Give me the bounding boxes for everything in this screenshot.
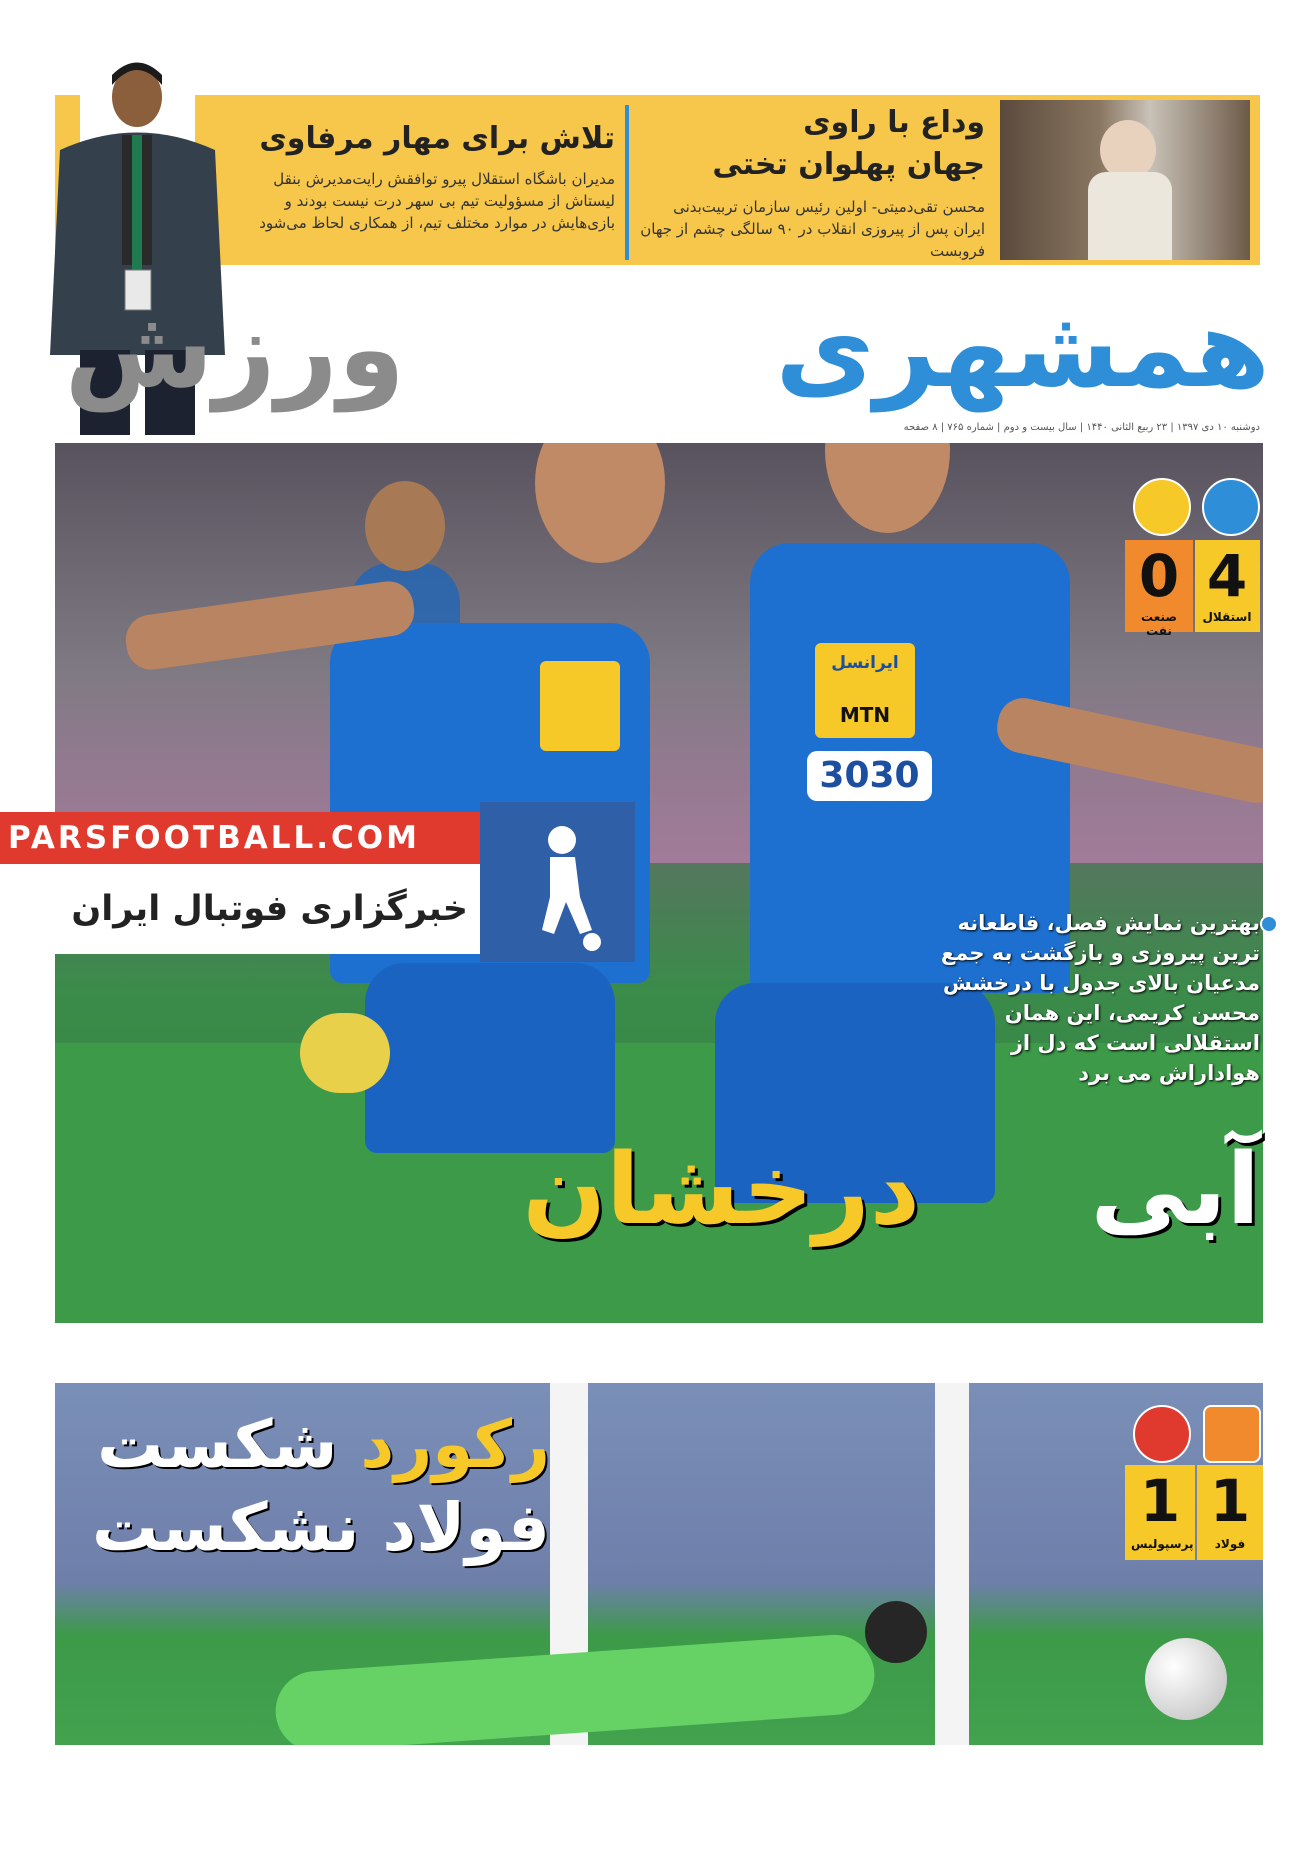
goalkeeper-head xyxy=(865,1601,927,1663)
player-left-shorts xyxy=(365,963,615,1153)
teaser-right-title-line2: جهان پهلوان تختی xyxy=(712,147,985,182)
watermark-agency-bar xyxy=(0,864,490,954)
home-team: استقلال xyxy=(1202,610,1252,624)
home-score: 4 xyxy=(1206,542,1248,610)
player-left-boot xyxy=(300,1013,390,1093)
second-home-score-box xyxy=(1197,1465,1263,1560)
second-away-score: 1 xyxy=(1139,1467,1181,1535)
second-home-score: 1 xyxy=(1209,1467,1251,1535)
esteghlal-logo-icon xyxy=(1202,478,1260,536)
jersey-number: 3030 xyxy=(807,751,932,801)
bullet-icon xyxy=(1260,915,1278,933)
jersey-sponsor-name: ایرانسل xyxy=(831,653,899,673)
main-headline-part2[interactable]: درخشان xyxy=(522,1133,920,1247)
goalpost-right xyxy=(935,1383,969,1745)
second-away-score-box xyxy=(1125,1465,1195,1560)
watermark-url-bar xyxy=(0,812,490,864)
foolad-logo-icon xyxy=(1203,1405,1261,1463)
second-home-team: فولاد xyxy=(1214,1537,1246,1551)
teaser-left-title[interactable]: تلاش برای مهار مرفاوی xyxy=(259,121,615,156)
teaser-right-title-line1: وداع با راوی xyxy=(803,105,985,140)
scoreboard-second xyxy=(1125,1405,1265,1565)
second-headline-line2[interactable]: فولاد نشکست xyxy=(92,1489,550,1566)
second-headline-line1[interactable] xyxy=(70,1405,550,1485)
teaser-photo-body xyxy=(1088,172,1172,260)
masthead-title[interactable]: همشهری xyxy=(775,287,1270,412)
main-headline-part1[interactable]: آبی xyxy=(1090,1133,1260,1247)
watermark-url[interactable]: PARSFOOTBALL.COM xyxy=(8,820,420,856)
second-away-team: پرسپولیس xyxy=(1131,1537,1194,1551)
persepolis-logo-icon xyxy=(1133,1405,1191,1463)
jersey-sponsor-left xyxy=(540,661,620,751)
away-score: 0 xyxy=(1138,542,1180,610)
away-score-box xyxy=(1125,540,1193,638)
teaser-divider xyxy=(625,105,629,260)
lead-paragraph: بهترین نمایش فصل، قاطعانه ترین پیروزی و بازگشت به جمع مدعیان بالای جدول با درخشش محسن کریمی، این همان استقلالی است که دل از هواداراش می برد xyxy=(940,911,1260,1085)
watermark-agency: خبرگزاری فوتبال ایران xyxy=(71,889,468,929)
teaser-right-body: محسن تقی‌دمیتی- اولین رئیس سازمان تربیت‌بدنی ایران پس از پیروزی انقلاب در ۹۰ سالگی چشم از جهان فروبست xyxy=(640,198,985,260)
masthead-section: ورزش xyxy=(64,287,405,412)
dateline: دوشنبه ۱۰ دی ۱۳۹۷ | ۲۳ ربیع الثانی ۱۴۴۰ | سال بیست و دوم | شماره ۷۶۵ | ۸ صفحه xyxy=(903,422,1260,433)
away-team: صنعت نفت xyxy=(1141,610,1177,638)
home-score-box xyxy=(1195,540,1260,632)
teaser-left-body: مدیران باشگاه استقلال پیرو توافقش رایت‌مدیرش بنقل لیستاش از مسؤولیت تیم بی سهر درت نیست بودند و بازی‌هایش در موارد مختلف تیم، از همکاری لحاظ می‌شود xyxy=(259,170,615,232)
teaser-right-title[interactable] xyxy=(640,102,985,186)
teaser-photo-face xyxy=(1100,120,1156,180)
second-headline-yellow: رکورد xyxy=(360,1406,550,1483)
sanat-naft-logo-icon xyxy=(1133,478,1191,536)
football-player-icon xyxy=(480,802,635,962)
football-ball xyxy=(1145,1638,1227,1720)
scoreboard-main xyxy=(1125,478,1260,638)
second-headline-white: شکست xyxy=(97,1406,338,1483)
teaser-photo-elderly-man xyxy=(1000,100,1250,260)
background-player-head xyxy=(365,481,445,571)
jersey-sponsor-sub: MTN xyxy=(839,703,891,727)
